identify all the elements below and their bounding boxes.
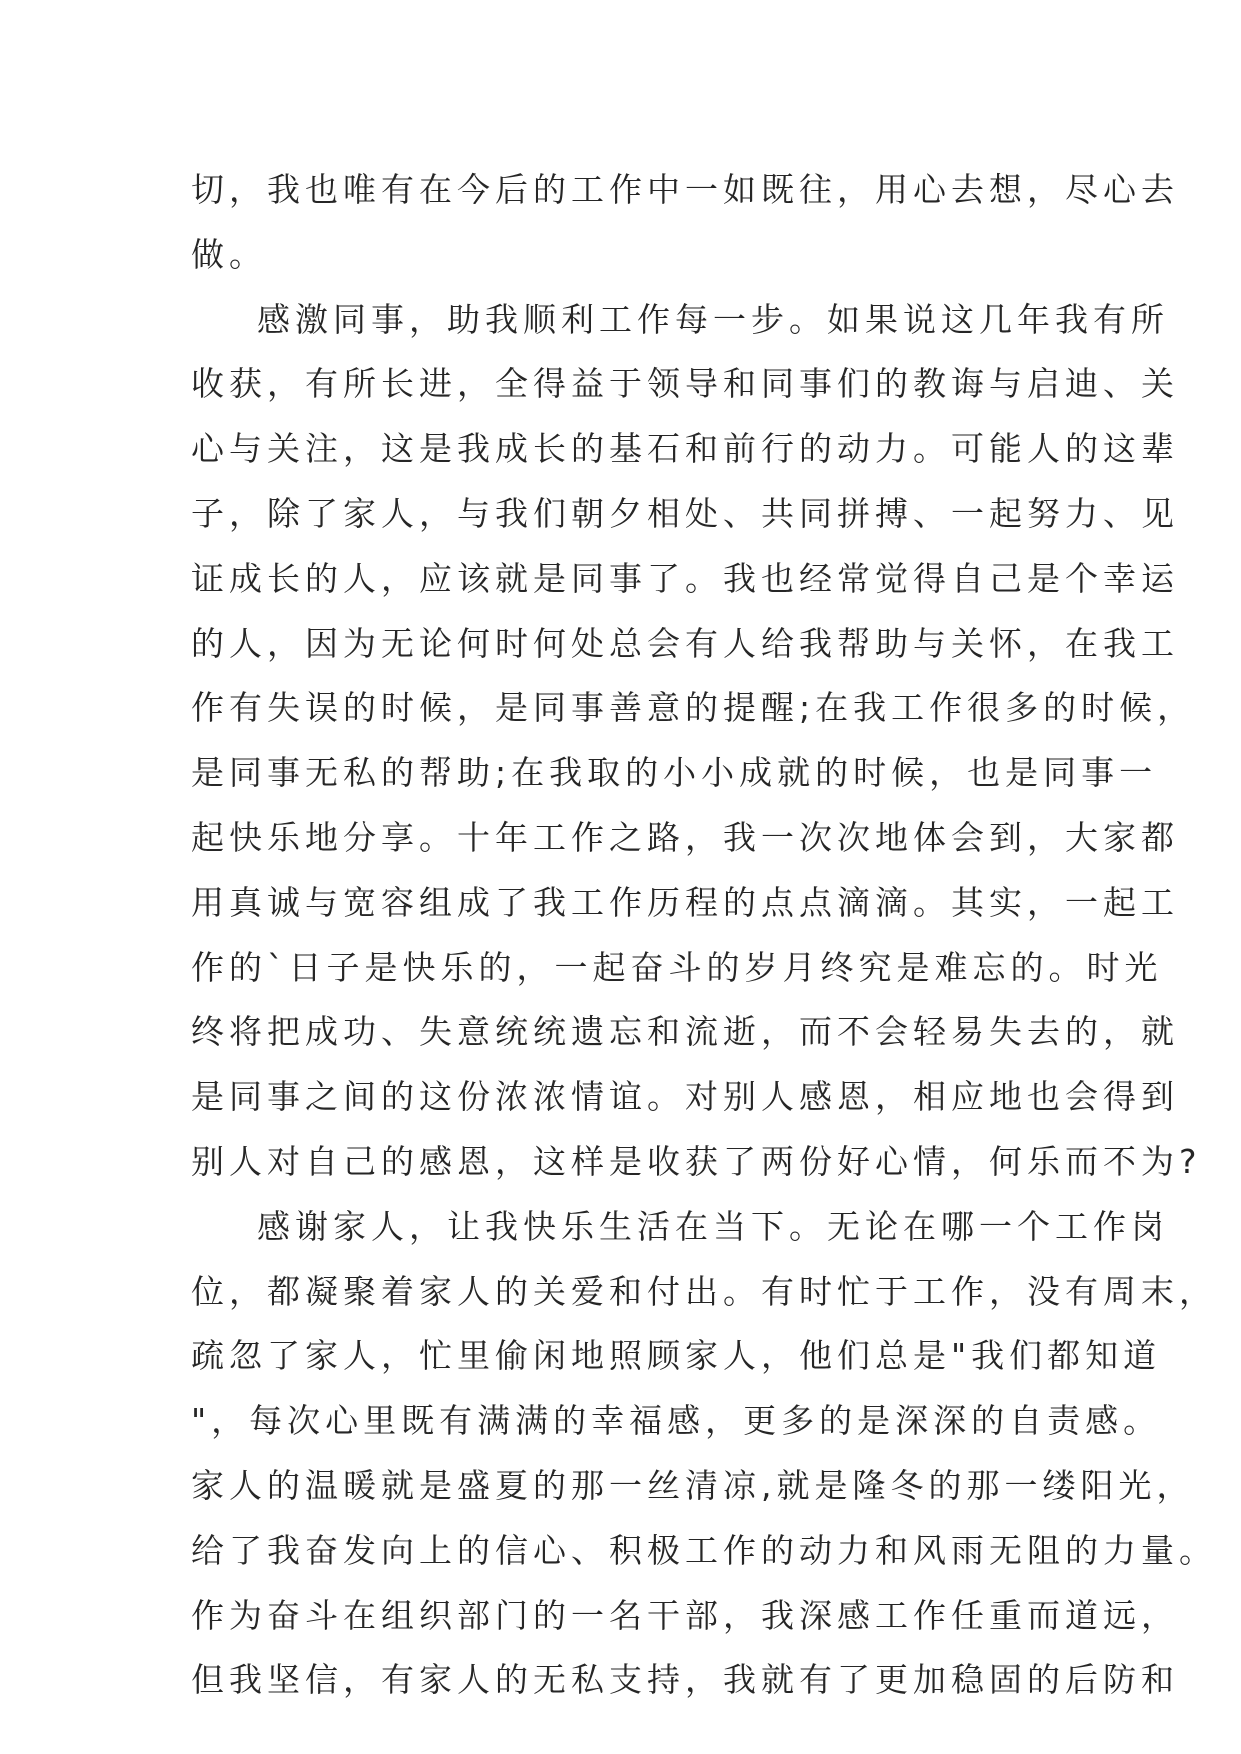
text-line: 终将把成功、失意统统遗忘和流逝，而不会轻易失去的，就 [191, 1012, 1179, 1052]
text-line: 作的`日子是快乐的，一起奋斗的岁月终究是难忘的。时光 [191, 947, 1163, 987]
text-line: 是同事无私的帮助;在我取的小小成就的时候，也是同事一 [191, 753, 1158, 793]
paragraph-first-line: 感谢家人，让我快乐生活在当下。无论在哪一个工作岗 [257, 1206, 1169, 1246]
text-line: 切，我也唯有在今后的工作中一如既往，用心去想，尽心去 [191, 170, 1179, 209]
text-line: 心与关注，这是我成长的基石和前行的动力。可能人的这辈 [191, 429, 1179, 469]
text-line: "，每次心里既有满满的幸福感，更多的是深深的自责感。 [191, 1401, 1162, 1441]
text-line: 别人对自己的感恩，这样是收获了两份好心情，何乐而不为? [191, 1141, 1202, 1181]
text-line: 起快乐地分享。十年工作之路，我一次次地体会到，大家都 [191, 817, 1179, 857]
text-line: 用真诚与宽容组成了我工作历程的点点滴滴。其实，一起工 [191, 882, 1179, 922]
text-line: 是同事之间的这份浓浓情谊。对别人感恩，相应地也会得到 [191, 1077, 1179, 1117]
text-line: 位，都凝聚着家人的关爱和付出。有时忙于工作，没有周末， [191, 1271, 1217, 1311]
text-line: 作为奋斗在组织部门的一名干部，我深感工作任重而道远， [191, 1595, 1179, 1635]
text-line: 家人的温暖就是盛夏的那一丝清凉,就是隆冬的那一缕阳光， [191, 1465, 1195, 1505]
body-text [191, 158, 1217, 1713]
text-line: 子，除了家人，与我们朝夕相处、共同拼搏、一起努力、见 [191, 493, 1179, 533]
text-line: 作有失误的时候，是同事善意的提醒;在我工作很多的时候， [191, 688, 1196, 728]
text-line: 疏忽了家人，忙里偷闲地照顾家人，他们总是"我们都知道 [191, 1336, 1162, 1376]
text-line: 的人，因为无论何时何处总会有人给我帮助与关怀，在我工 [191, 623, 1179, 663]
text-line: 证成长的人，应该就是同事了。我也经常觉得自己是个幸运 [191, 558, 1179, 598]
text-line: 给了我奋发向上的信心、积极工作的动力和风雨无阻的力量。 [191, 1530, 1217, 1570]
text-line: 但我坚信，有家人的无私支持，我就有了更加稳固的后防和 [191, 1660, 1179, 1700]
text-line: 收获，有所长进，全得益于领导和同事们的教诲与启迪、关 [191, 364, 1179, 404]
paragraph-first-line: 感激同事，助我顺利工作每一步。如果说这几年我有所 [257, 299, 1169, 339]
text-line: 做。 [191, 234, 267, 274]
